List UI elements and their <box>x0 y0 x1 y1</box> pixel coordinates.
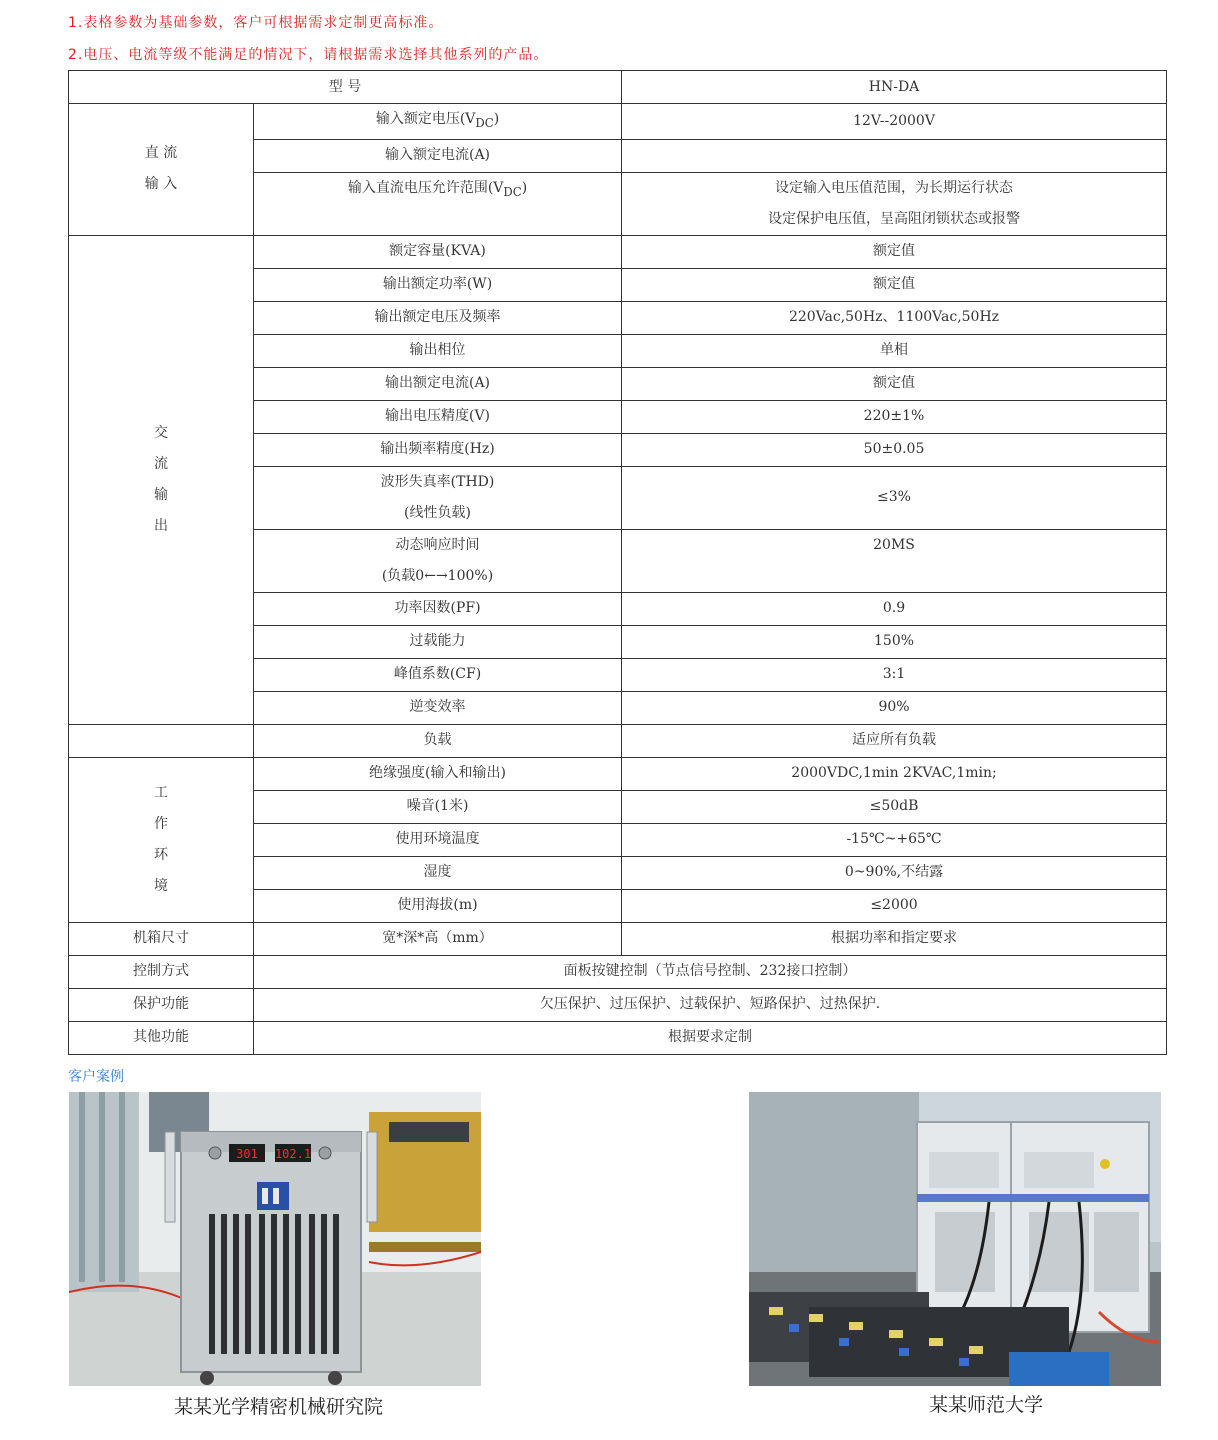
case-photo-2 <box>749 1092 1161 1386</box>
case-photo-1 <box>69 1092 481 1386</box>
table-row-other <box>69 1021 1167 1054</box>
row-value: 适应所有负载 <box>622 724 1167 757</box>
row-label <box>254 529 622 592</box>
row-label: 使用海拔(m) <box>254 889 622 922</box>
note-1: 1.表格参数为基础参数，客户可根据需求定制更高标准。 <box>68 15 444 31</box>
case-caption-1: 某某光学精密机械研究院 <box>174 1396 384 1418</box>
row-label: 绝缘强度(输入和输出) <box>254 757 622 790</box>
row-value: 50±0.05 <box>622 433 1167 466</box>
row-value: -15℃~+65℃ <box>622 823 1167 856</box>
row-value <box>622 172 1167 235</box>
group-label-line: 输 入 <box>144 176 178 193</box>
row-label: 输出额定电压及频率 <box>254 301 622 334</box>
group-label-line: 出 <box>154 517 168 534</box>
table-row <box>69 757 1167 790</box>
row-label: 噪音(1米) <box>254 790 622 823</box>
row-label: 输出频率精度(Hz) <box>254 433 622 466</box>
group-label-line: 环 <box>154 846 168 863</box>
table-row-model <box>69 71 1167 104</box>
row-value: ≤50dB <box>622 790 1167 823</box>
row-value: 0.9 <box>622 592 1167 625</box>
row-group-label: 其他功能 <box>69 1021 254 1054</box>
row-value: 220±1% <box>622 400 1167 433</box>
row-label: 功率因数(PF) <box>254 592 622 625</box>
label-line: (负载0←→100%) <box>381 567 494 584</box>
group-ac-output <box>69 235 254 724</box>
row-value: 单相 <box>622 334 1167 367</box>
value-line: 设定输入电压值范围，为长期运行状态 <box>775 179 1014 196</box>
row-label: 宽*深*高（mm） <box>254 922 622 955</box>
row-value: 根据要求定制 <box>254 1021 1167 1054</box>
group-label-line: 工 <box>154 784 168 801</box>
spec-table <box>68 70 1167 1055</box>
group-dc-input <box>69 104 254 236</box>
row-label: 输出电压精度(V) <box>254 400 622 433</box>
display-right-readout: 102.1 <box>274 1147 312 1161</box>
row-group-label: 机箱尺寸 <box>69 922 254 955</box>
row-group-label: 控制方式 <box>69 955 254 988</box>
value-line: 设定保护电压值，呈高阻闭锁状态或报警 <box>768 210 1021 227</box>
label-line: 波形失真率(THD) <box>380 473 495 490</box>
subscript: DC <box>503 184 522 199</box>
table-row-control <box>69 955 1167 988</box>
row-value: 额定值 <box>622 268 1167 301</box>
group-label-line: 输 <box>154 486 168 503</box>
row-label: 输入额定电流(A) <box>254 139 622 172</box>
row-value: 额定值 <box>622 235 1167 268</box>
row-label: 输出额定电流(A) <box>254 367 622 400</box>
row-value: 额定值 <box>622 367 1167 400</box>
case-caption-2: 某某师范大学 <box>929 1394 1044 1416</box>
group-label-line: 交 <box>154 424 168 441</box>
row-value: 150% <box>622 625 1167 658</box>
table-row <box>69 104 1167 140</box>
row-value: 3:1 <box>622 658 1167 691</box>
label-line: 动态响应时间 <box>395 536 480 553</box>
row-label: 负载 <box>254 724 622 757</box>
empty-cell <box>69 724 254 757</box>
row-value: ≤3% <box>622 466 1167 529</box>
row-value: ≤2000 <box>622 889 1167 922</box>
row-label: 输入额定电压$(V_{DC})$ <box>254 104 622 140</box>
model-value: HN-DA <box>622 71 1167 104</box>
group-label-line: 境 <box>154 877 168 894</box>
model-label: 型 号 <box>69 71 622 104</box>
row-value: 面板按键控制（节点信号控制、232接口控制） <box>254 955 1167 988</box>
power-cabinet-photo <box>69 1092 481 1386</box>
row-label: 输入直流电压允许范围$(V_{DC})$ <box>254 172 622 235</box>
row-label: 输出相位 <box>254 334 622 367</box>
row-value: 0~90%,不结露 <box>622 856 1167 889</box>
note-2: 2.电压、电流等级不能满足的情况下，请根据需求选择其他系列的产品。 <box>68 47 549 63</box>
row-label: 逆变效率 <box>254 691 622 724</box>
row-label: 额定容量(KVA) <box>254 235 622 268</box>
row-value: 12V--2000V <box>622 104 1167 140</box>
group-environment <box>69 757 254 922</box>
group-label-line: 作 <box>154 815 168 832</box>
row-label: 使用环境温度 <box>254 823 622 856</box>
row-value: 根据功率和指定要求 <box>622 922 1167 955</box>
customer-cases-label: 客户案例 <box>68 1069 124 1085</box>
row-value: 欠压保护、过压保护、过载保护、短路保护、过热保护. <box>254 988 1167 1021</box>
group-label-line: 直 流 <box>144 145 178 162</box>
row-group-label: 保护功能 <box>69 988 254 1021</box>
table-row-cabinet <box>69 922 1167 955</box>
display-left-readout: 301 <box>236 1147 258 1161</box>
group-label-line: 流 <box>154 455 168 472</box>
subscript: DC <box>475 115 494 130</box>
table-row <box>69 235 1167 268</box>
row-label: 过载能力 <box>254 625 622 658</box>
row-label <box>254 466 622 529</box>
row-value: 90% <box>622 691 1167 724</box>
row-label: 湿度 <box>254 856 622 889</box>
row-value <box>622 139 1167 172</box>
lab-equipment-photo <box>749 1092 1161 1386</box>
row-value: 2000VDC,1min 2KVAC,1min; <box>622 757 1167 790</box>
row-value: 20MS <box>622 529 1167 592</box>
label-line: (线性负载) <box>404 504 471 521</box>
row-label: 峰值系数(CF) <box>254 658 622 691</box>
row-value: 220Vac,50Hz、1100Vac,50Hz <box>622 301 1167 334</box>
table-row-protection <box>69 988 1167 1021</box>
table-row-load <box>69 724 1167 757</box>
row-label: 输出额定功率(W) <box>254 268 622 301</box>
